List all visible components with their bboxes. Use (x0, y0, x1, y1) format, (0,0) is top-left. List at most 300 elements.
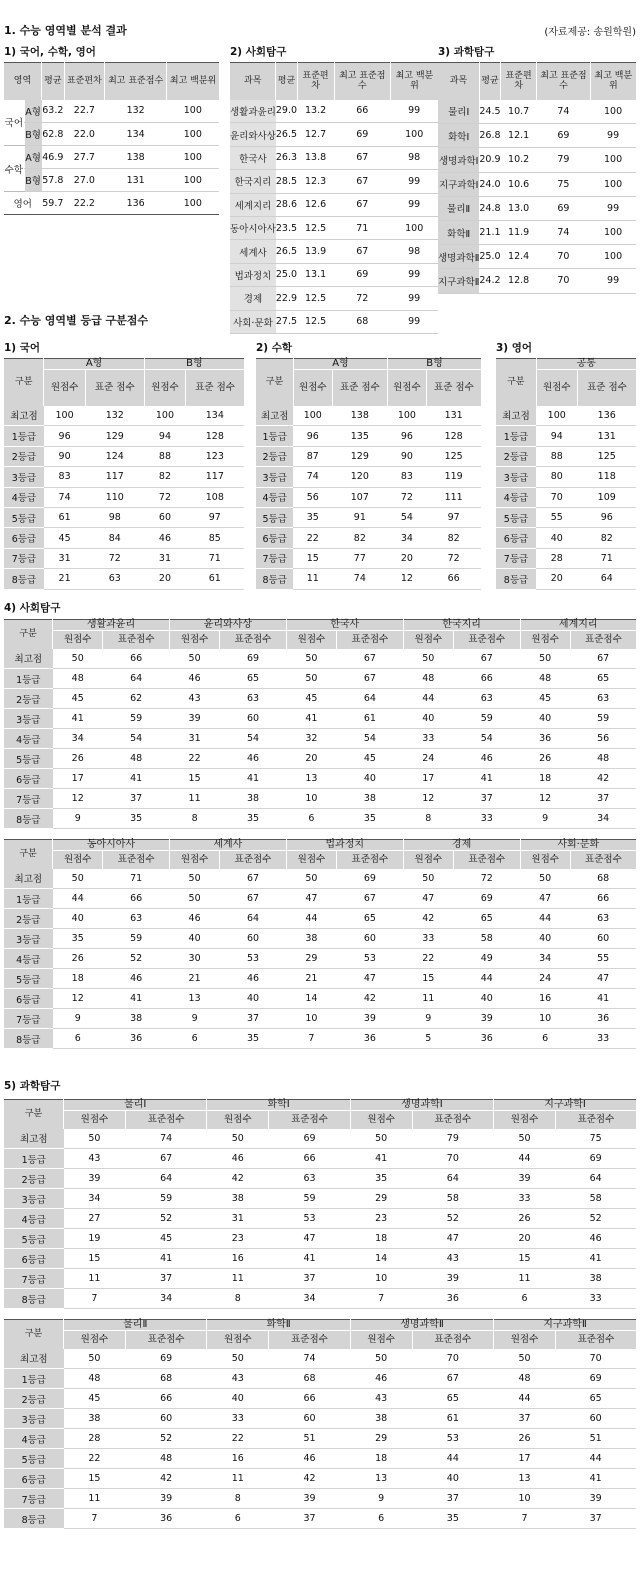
table-cell: 12.4 (501, 245, 537, 269)
subject-header: 지구과학Ⅰ (494, 1100, 636, 1111)
table-cell: 129 (85, 426, 144, 446)
table-cell: 35 (103, 809, 170, 829)
column-header: 표준점수 (103, 631, 170, 649)
table-row (438, 148, 636, 172)
table-cell: 25.0 (276, 263, 297, 286)
table-cell: 72 (453, 869, 520, 889)
table-row (4, 548, 244, 568)
table-cell: 46 (207, 1149, 269, 1169)
header-row (4, 63, 219, 100)
table-cell: 29.0 (276, 100, 297, 123)
table-cell: 54 (388, 507, 427, 527)
table-row (4, 929, 636, 949)
row-label: 세계지리 (230, 193, 276, 216)
column-header: 표준점수 (337, 631, 404, 649)
table-cell: 120 (332, 467, 387, 487)
table-cell: 69 (537, 196, 590, 220)
table-cell: 9 (53, 1009, 103, 1029)
section-social-grades (4, 598, 636, 1049)
table-cell: 100 (167, 146, 219, 169)
table-cell: 39 (169, 709, 219, 729)
table-cell: 31 (144, 548, 185, 568)
table-cell: 13.2 (297, 100, 334, 123)
table-cell: 26.3 (276, 146, 297, 169)
table-cell: 6 (350, 1509, 412, 1529)
row-label: 사회·문화 (230, 310, 276, 333)
table-cell: 8 (207, 1489, 269, 1509)
table-cell: 63 (269, 1169, 351, 1189)
table-cell: 67 (334, 170, 390, 193)
grade-label: 3등급 (4, 929, 53, 949)
table-cell: 38 (207, 1189, 269, 1209)
table-cell: 29 (350, 1429, 412, 1449)
table-cell: 56 (293, 487, 332, 507)
table-cell: 15 (169, 769, 219, 789)
table-cell: 129 (332, 446, 387, 466)
grade-label: 7등급 (4, 1489, 64, 1509)
table-cell: 99 (390, 310, 438, 333)
table-row (256, 487, 481, 507)
table-cell: 34 (570, 809, 636, 829)
table-row (230, 216, 438, 239)
grade-label: 7등급 (4, 789, 53, 809)
grades-math-wrap (256, 338, 481, 590)
table-cell: 18 (53, 969, 103, 989)
table-cell: 45 (53, 689, 103, 709)
table-cell: 135 (332, 426, 387, 446)
table-cell: 6 (494, 1289, 556, 1309)
row-label: 생명과학Ⅰ (438, 148, 479, 172)
table-cell: 63 (103, 909, 170, 929)
table-cell: 41 (350, 1149, 412, 1169)
table-cell: 53 (412, 1429, 494, 1449)
table-cell: 10 (286, 789, 336, 809)
table-cell: 136 (126, 197, 145, 209)
table-cell: 63 (85, 569, 144, 589)
table-cell: 52 (412, 1209, 494, 1229)
table-cell: 60 (144, 507, 185, 527)
table-cell: 12 (53, 989, 103, 1009)
table-cell: 33 (403, 729, 453, 749)
grade-label: 2등급 (4, 446, 44, 466)
grades-english-wrap (496, 338, 636, 590)
table-cell: 17 (494, 1449, 556, 1469)
table-cell: 60 (220, 709, 287, 729)
table-cell: 67 (412, 1369, 494, 1389)
table-cell: 69 (269, 1129, 351, 1149)
subject-header: 생활과윤리 (53, 620, 170, 631)
table-row (4, 1029, 636, 1049)
grade-label: 6등급 (4, 1469, 64, 1489)
table-cell: 12.6 (297, 193, 334, 216)
table-cell: 40 (453, 989, 520, 1009)
table-cell: 38 (555, 1269, 636, 1289)
table-cell: 70 (537, 269, 590, 293)
grade-label: 2등급 (4, 1169, 64, 1189)
table-cell: 26 (520, 749, 570, 769)
row-type-label: B형 (24, 169, 41, 192)
table-cell: 22 (64, 1449, 126, 1469)
table-cell: 12 (388, 569, 427, 589)
table-row (4, 1469, 636, 1489)
column-header: 표준점수 (570, 851, 636, 869)
table-cell: 37 (103, 789, 170, 809)
table-cell: 50 (403, 869, 453, 889)
grade-label: 2등급 (4, 909, 53, 929)
column-header: 표준편차 (64, 63, 104, 100)
column-header: 구분 (4, 1100, 64, 1129)
table-cell: 12.1 (501, 124, 537, 148)
table-row (4, 1169, 636, 1189)
table-cell: 96 (388, 426, 427, 446)
table-cell: 68 (570, 869, 636, 889)
table-cell: 33 (453, 809, 520, 829)
grade-label: 3등급 (496, 467, 536, 487)
table-cell: 96 (44, 426, 85, 446)
grade-label: 3등급 (256, 467, 293, 487)
table-cell: 90 (388, 446, 427, 466)
table-cell: 51 (269, 1429, 351, 1449)
column-header: 표준점수 (453, 631, 520, 649)
table-cell: 18 (350, 1229, 412, 1249)
table-cell: 24.8 (479, 196, 500, 220)
table-cell: 88 (536, 446, 577, 466)
grade-label: 4등급 (4, 487, 44, 507)
table-cell: 85 (186, 528, 244, 548)
subject-header: 공통 (536, 359, 636, 370)
table-row (4, 123, 219, 146)
table-cell: 40 (520, 929, 570, 949)
table-cell: 42 (125, 1469, 207, 1489)
grade-label: 최고점 (256, 406, 293, 426)
table-cell: 13 (169, 989, 219, 1009)
column-header: 원점수 (169, 631, 219, 649)
table-row (438, 172, 636, 196)
table-row (4, 467, 244, 487)
table-cell: 47 (570, 969, 636, 989)
column-header: 원점수 (286, 851, 336, 869)
table-cell: 72 (388, 487, 427, 507)
table-cell: 71 (103, 869, 170, 889)
table-row (4, 1389, 636, 1409)
table-cell: 30 (169, 949, 219, 969)
table-cell: 69 (453, 889, 520, 909)
column-header: 표준점수 (337, 851, 404, 869)
table-cell: 75 (537, 172, 590, 196)
grade-label: 7등급 (4, 1009, 53, 1029)
subject-header: 물리Ⅱ (64, 1320, 207, 1331)
table-cell: 48 (520, 669, 570, 689)
table-cell: 13.8 (297, 146, 334, 169)
table-row (256, 467, 481, 487)
table-cell: 43 (350, 1389, 412, 1409)
grades-math-title: 2) 수학 (256, 342, 293, 354)
table-row (4, 1429, 636, 1449)
row-label: 물리Ⅱ (438, 196, 479, 220)
table-cell: 134 (105, 123, 167, 146)
table-cell: 43 (169, 689, 219, 709)
table-cell: 46 (169, 909, 219, 929)
column-header: 원점수 (350, 1111, 412, 1129)
grade-label: 5등급 (496, 507, 536, 527)
table-cell: 66 (426, 569, 481, 589)
table-cell: 27 (64, 1209, 126, 1229)
table-cell: 39 (412, 1269, 494, 1289)
table-cell: 67 (337, 649, 404, 669)
table-cell: 98 (390, 240, 438, 263)
grade-label: 8등급 (4, 569, 44, 589)
table-cell: 94 (536, 426, 577, 446)
table-cell: 66 (103, 889, 170, 909)
table-cell: 13.1 (297, 263, 334, 286)
table-row (4, 1129, 636, 1149)
header-row (4, 359, 244, 370)
table-cell: 12 (53, 789, 103, 809)
table-cell: 100 (590, 245, 636, 269)
table-cell: 66 (269, 1149, 351, 1169)
table-row (4, 749, 636, 769)
column-header: 구분 (4, 840, 53, 869)
table-cell: 88 (144, 446, 185, 466)
table-cell: 57.8 (42, 169, 65, 192)
table-cell: 40 (536, 528, 577, 548)
table-cell: 13.9 (297, 240, 334, 263)
table-cell: 91 (332, 507, 387, 527)
table-cell: 28.6 (276, 193, 297, 216)
table-cell: 9 (169, 1009, 219, 1029)
table-cell: 97 (186, 507, 244, 527)
table-cell: 54 (220, 729, 287, 749)
header-row (4, 1320, 636, 1331)
table-cell: 20 (286, 749, 336, 769)
column-header: 최고 표준점수 (537, 63, 590, 100)
column-header: 최고 표준점수 (334, 63, 390, 100)
table-cell: 37 (220, 1009, 287, 1029)
table-cell: 35 (220, 1029, 287, 1049)
table-cell: 74 (332, 569, 387, 589)
table-cell: 10.6 (501, 172, 537, 196)
table-cell: 21 (169, 969, 219, 989)
table-cell: 100 (590, 220, 636, 244)
table-cell: 74 (269, 1349, 351, 1369)
table-cell: 41 (103, 989, 170, 1009)
table-cell: 65 (220, 669, 287, 689)
table-row (230, 170, 438, 193)
table-cell: 38 (64, 1409, 126, 1429)
table-cell: 20 (144, 569, 185, 589)
table-cell: 59 (125, 1189, 207, 1209)
table-cell: 49 (453, 949, 520, 969)
table-cell: 70 (555, 1349, 636, 1369)
grade-label: 최고점 (496, 406, 536, 426)
column-header: 표준점수 (570, 631, 636, 649)
table-row (4, 949, 636, 969)
grade-label: 8등급 (256, 569, 293, 589)
table-cell: 66 (103, 649, 170, 669)
table-cell: 100 (390, 123, 438, 146)
subject-header: B형 (144, 359, 244, 370)
table-cell: 6 (53, 1029, 103, 1049)
table-cell: 50 (403, 649, 453, 669)
table-cell: 20 (388, 548, 427, 568)
table-cell: 52 (125, 1209, 207, 1229)
table-row (256, 528, 481, 548)
table-row (4, 1189, 636, 1209)
table-cell: 65 (570, 669, 636, 689)
social-grades-table-2 (4, 839, 636, 1049)
table-cell: 38 (286, 929, 336, 949)
subject-header: 윤리와사상 (169, 620, 286, 631)
table-cell: 69 (125, 1349, 207, 1369)
table-cell: 48 (103, 749, 170, 769)
table-cell: 37 (494, 1409, 556, 1429)
table-cell: 50 (520, 649, 570, 669)
table-cell: 40 (412, 1469, 494, 1489)
table-cell: 100 (167, 169, 219, 192)
table-cell: 33 (207, 1409, 269, 1429)
grade-label: 6등급 (4, 989, 53, 1009)
table-cell: 46 (220, 749, 287, 769)
table-cell: 45 (286, 689, 336, 709)
table-cell: 13 (350, 1469, 412, 1489)
table-cell: 44 (494, 1389, 556, 1409)
table-cell: 39 (269, 1489, 351, 1509)
column-header: 최고 백분위 (590, 63, 636, 100)
table-cell: 7 (64, 1289, 126, 1309)
grades-korean-wrap (4, 338, 244, 590)
table-row (4, 1249, 636, 1269)
grade-label: 1등급 (4, 1369, 64, 1389)
section-science-grades-title: 5) 과학탐구 (4, 1080, 61, 1092)
grade-label: 1등급 (4, 1149, 64, 1169)
table-cell: 17 (53, 769, 103, 789)
column-header: 원점수 (64, 1331, 126, 1349)
table-cell: 50 (286, 869, 336, 889)
table-cell: 9 (403, 1009, 453, 1029)
table-cell: 41 (570, 989, 636, 1009)
grade-label: 6등급 (4, 1249, 64, 1269)
column-header: 표준 점수 (332, 370, 387, 406)
table-cell: 22 (169, 749, 219, 769)
table-row (4, 1149, 636, 1169)
column-header: 표준점수 (125, 1111, 207, 1129)
table-cell: 54 (453, 729, 520, 749)
subject-header: 사회·문화 (520, 840, 636, 851)
table-social (230, 62, 438, 334)
row-label: 경제 (230, 287, 276, 310)
table-cell: 26 (53, 749, 103, 769)
table-cell: 24.2 (479, 269, 500, 293)
table-cell: 138 (105, 146, 167, 169)
header-row (230, 63, 438, 100)
table-cell: 70 (536, 487, 577, 507)
table-cell: 52 (125, 1429, 207, 1449)
section-grades (4, 312, 636, 590)
grade-label: 1등급 (4, 889, 53, 909)
table-row (256, 548, 481, 568)
table-cell: 61 (186, 569, 244, 589)
table-cell: 41 (453, 769, 520, 789)
table-cell: 68 (269, 1369, 351, 1389)
table-cell: 36 (412, 1289, 494, 1309)
table-cell: 67 (334, 193, 390, 216)
table-cell: 39 (494, 1169, 556, 1189)
table-cell: 16 (207, 1449, 269, 1469)
table-cell: 26 (494, 1209, 556, 1229)
grade-label: 1등급 (256, 426, 293, 446)
column-header: 원점수 (350, 1331, 412, 1349)
table-cell: 98 (85, 507, 144, 527)
table-cell: 59 (269, 1189, 351, 1209)
table-cell: 59 (453, 709, 520, 729)
table-cell: 63.2 (42, 100, 65, 123)
table-row (256, 446, 481, 466)
column-header: 표준점수 (555, 1331, 636, 1349)
section-science-grades (4, 1076, 636, 1529)
table-cell: 48 (125, 1449, 207, 1469)
table-cell: 131 (105, 169, 167, 192)
table-cell: 22 (403, 949, 453, 969)
table-cell: 46 (144, 528, 185, 548)
table-cell: 62 (103, 689, 170, 709)
table-cell: 42 (570, 769, 636, 789)
table-cell: 10.2 (501, 148, 537, 172)
table-cell: 37 (269, 1509, 351, 1529)
table-cell: 50 (207, 1349, 269, 1369)
table-row (4, 487, 244, 507)
table-cell: 99 (390, 287, 438, 310)
grade-label: 1등급 (4, 426, 44, 446)
grade-label: 최고점 (4, 406, 44, 426)
table-cell: 47 (520, 889, 570, 909)
table-cell: 28.5 (276, 170, 297, 193)
table-cell: 36 (520, 729, 570, 749)
table-cell: 16 (207, 1249, 269, 1269)
column-header: 표준 점수 (186, 370, 244, 406)
table-cell: 69 (220, 649, 287, 669)
table-cell: 68 (125, 1369, 207, 1389)
table-row (4, 689, 636, 709)
table-cell: 83 (44, 467, 85, 487)
table-cell: 64 (220, 909, 287, 929)
table-cell: 63 (453, 689, 520, 709)
table-row (438, 124, 636, 148)
column-header: 표준점수 (412, 1331, 494, 1349)
subject-header: 물리Ⅰ (64, 1100, 207, 1111)
table-row (496, 507, 636, 527)
table-cell: 39 (453, 1009, 520, 1029)
table-cell: 79 (412, 1129, 494, 1149)
table-cell: 42 (207, 1169, 269, 1189)
table-cell: 132 (105, 100, 167, 123)
table-cell: 69 (537, 124, 590, 148)
table-cell: 36 (125, 1509, 207, 1529)
table-cell: 48 (403, 669, 453, 689)
grade-label: 6등급 (4, 528, 44, 548)
table-cell: 35 (412, 1509, 494, 1529)
table-cell: 44 (555, 1449, 636, 1469)
table-row (496, 548, 636, 568)
table-cell: 125 (577, 446, 636, 466)
table-cell: 36 (337, 1029, 404, 1049)
table-cell: 47 (269, 1229, 351, 1249)
table-cell: 29 (350, 1189, 412, 1209)
table-cell: 131 (577, 426, 636, 446)
table-cell: 67 (570, 649, 636, 669)
table-cell: 11 (169, 789, 219, 809)
row-label: 한국지리 (230, 170, 276, 193)
table-cell: 11 (403, 989, 453, 1009)
